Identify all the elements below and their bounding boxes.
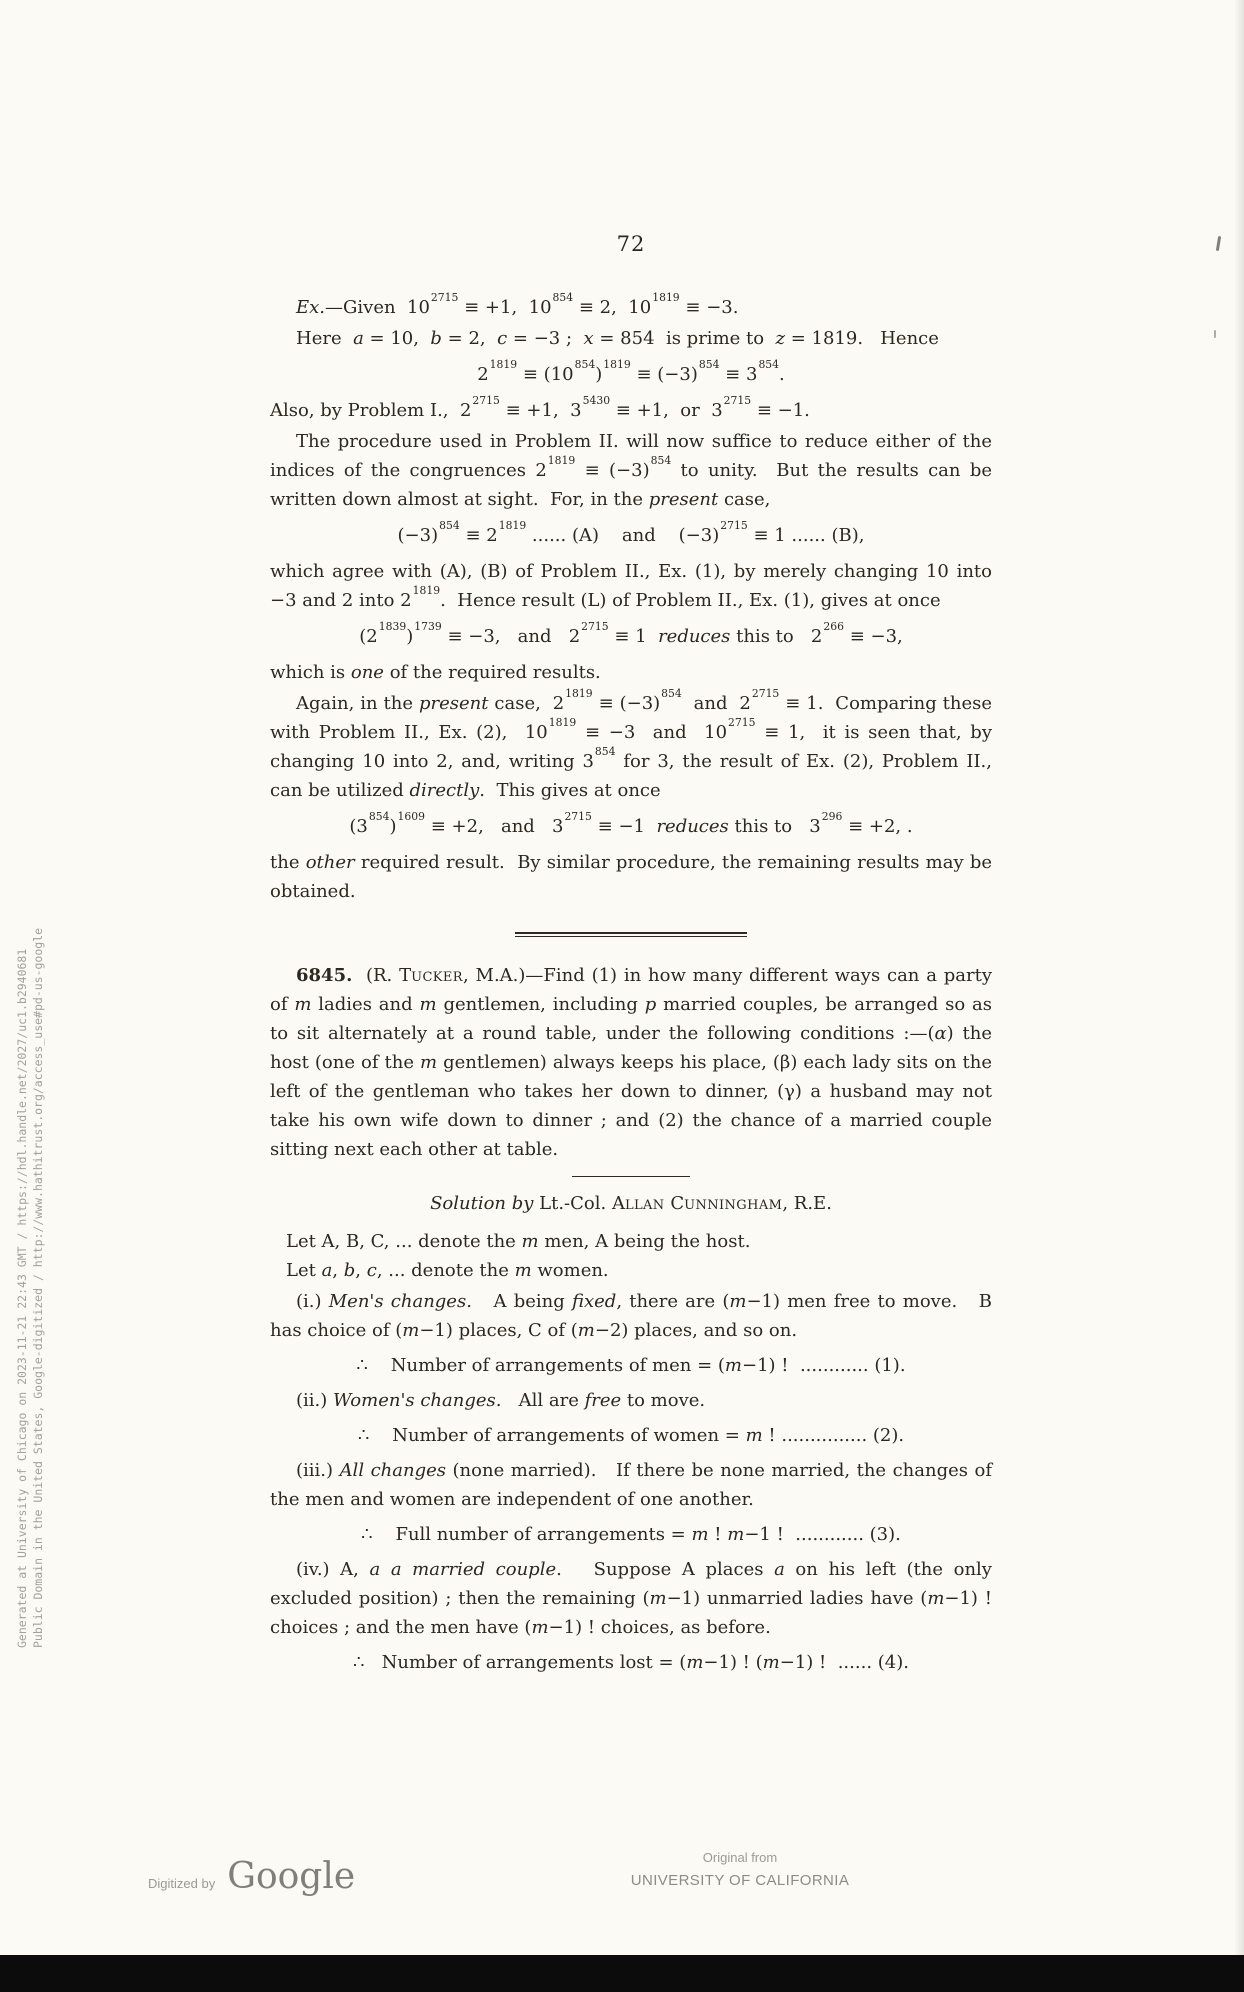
digitized-by-label: Digitized by — [148, 1876, 216, 1891]
result-2-line: ∴ Number of arrangements of women = m ! ............... (2). — [357, 1425, 905, 1446]
notation-women-line: Let a, b, c, ... denote the m women. — [286, 1260, 609, 1281]
example-intro-line: Ex.—Given $10^{2715} \equiv +1$, $10^{854} \equiv 2$, $10^{1819} \equiv -3$. — [296, 290, 739, 318]
result-4-line: ∴ Number of arrangements lost = (m−1) ! (m−1) ! ...... (4). — [353, 1652, 909, 1673]
section-divider — [515, 932, 747, 937]
hathitrust-margin-notes — [14, 768, 46, 1648]
page-number: 72 — [616, 232, 646, 256]
required-result-line: which is one of the required results. — [270, 662, 601, 683]
problem-6845-statement: 6845. (R. Tucker, M.A.)—Find (1) in how many different ways can a party of m ladies and m gentlemen, including p married couples, be arranged so as to sit alternately at a round table, under the following conditions :—(α) the host (one of the m gentlemen) always keeps his place, (β) each lady sits on the left of the gentleman who takes her down to dinner, (γ) a husband may not take his own wife down to dinner ; and (2) the chance of a married couple sitting next each other at table. — [270, 965, 993, 1160]
step-i-paragraph: (i.) Men's changes. A being fixed, there are (m−1) men free to move. B has choice of (m−1) places, C of (m−2) places, and so on. — [270, 1291, 993, 1341]
math-display-2: $(-3)^{854} \equiv 2^{1819}$ ...... (A) and $(-3)^{2715} \equiv 1$ ...... (B), — [397, 518, 865, 546]
step-ii-paragraph: (ii.) Women's changes. All are free to move. — [296, 1390, 706, 1411]
margin-note-public-domain: Public Domain in the United States, Google-digitized / http://www.hathitrust.org/access_use#pd-us-google — [31, 927, 45, 1648]
original-from-label: Original from — [702, 1850, 778, 1865]
scan-bottom-bar — [0, 1955, 1244, 1992]
scan-ink-mark — [1216, 236, 1221, 251]
google-logo: Google — [227, 1856, 356, 1897]
again-paragraph: Again, in the present case, $2^{1819} \equiv (-3)^{854}$ and $2^{2715} \equiv 1$. Comparing these with Problem II., Ex. (2), $10^{1819} \equiv -3$ and $10^{2715} \equiv 1$, it is seen that, by changing 10 into 2, and, writing $3^{854}$ for 3, the result of Ex. (2), Problem II., can be utilized directly. This gives at once — [270, 686, 993, 801]
solution-heading: Solution by Lt.-Col. Allan Cunningham, R.E. — [430, 1193, 832, 1214]
scan-right-edge-shadow — [1234, 0, 1244, 1992]
result-3-line: ∴ Full number of arrangements = m ! m−1 ! ............ (3). — [361, 1524, 901, 1545]
math-display-4: $(3^{854})^{1609} \equiv +2$, and $3^{2715} \equiv -1$ reduces this to $3^{296} \equiv +2$, . — [349, 809, 913, 837]
digitizer-credit — [148, 1856, 355, 1897]
which-agree-paragraph: which agree with (A), (B) of Problem II., Ex. (1), by merely changing 10 into −3 and 2 into $2^{1819}$. Hence result (L) of Problem II., Ex. (1), gives at once — [270, 561, 992, 611]
other-result-paragraph: the other required result. By similar procedure, the remaining results may be obtained. — [270, 852, 992, 902]
procedure-paragraph: The procedure used in Problem II. will now suffice to reduce either of the indices of the congruences $2^{1819} \equiv (-3)^{854}$ to unity. But the results can be written down almost at sight. For, in the present case, — [270, 431, 993, 510]
result-1-line: ∴ Number of arrangements of men = (m−1) ! ............ (1). — [356, 1355, 906, 1376]
step-iv-paragraph: (iv.) A, a a married couple. Suppose A places a on his left (the only excluded position) ; then the remaining (m−1) unmarried ladies have (m−1) ! choices ; and the men have (m−1) ! choices, as before. — [270, 1559, 992, 1638]
math-display-1: $2^{1819} \equiv (10^{854})^{1819} \equiv (-3)^{854} \equiv 3^{854}$. — [477, 357, 785, 385]
institution-label: UNIVERSITY OF CALIFORNIA — [630, 1872, 850, 1889]
also-problem-line: Also, by Problem I., $2^{2715} \equiv +1$, $3^{5430} \equiv +1$, or $3^{2715} \equiv -1$. — [270, 393, 810, 421]
notation-men-line: Let A, B, C, ... denote the m men, A being the host. — [286, 1231, 751, 1252]
margin-note-generated: Generated at University of Chicago on 2023-11-21 22:43 GMT / https://hdl.handle.net/2027/uc1.b2940681 — [15, 948, 29, 1648]
solution-divider — [572, 1176, 690, 1177]
provenance-credit — [618, 1850, 862, 1889]
scan-ink-mark — [1214, 330, 1216, 338]
step-iii-paragraph: (iii.) All changes (none married). If there be none married, the changes of the men and women are independent of one another. — [270, 1460, 993, 1510]
math-display-3: $(2^{1839})^{1739} \equiv -3$, and $2^{2715} \equiv 1$ reduces this to $2^{266} \equiv -3$, — [359, 619, 903, 647]
text-column — [270, 230, 992, 1683]
example-given-line: Here a = 10, b = 2, c = −3 ; x = 854 is prime to z = 1819. Hence — [296, 328, 939, 349]
